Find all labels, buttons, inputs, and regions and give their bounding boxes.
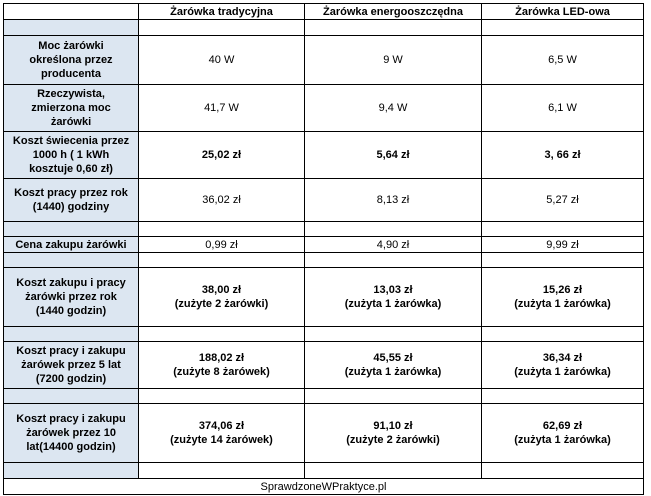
value-text: 5,27 zł <box>546 194 579 206</box>
spacer-cell <box>139 20 305 36</box>
row-label <box>4 342 139 389</box>
value-text: 8,13 zł <box>376 194 410 206</box>
value-energy-saving <box>305 404 482 463</box>
spacer-cell <box>305 389 482 404</box>
spacer-label-cell <box>4 389 139 404</box>
value-energy-saving <box>305 179 482 222</box>
value-text: 6,1 W <box>548 102 577 114</box>
spacer-cell <box>482 222 644 237</box>
value-text: 38,00 zł <box>201 284 242 296</box>
value-text: 41,7 W <box>204 102 239 114</box>
value-note: (zużyta 1 żarówka) <box>514 366 611 378</box>
spacer-label-cell <box>4 20 139 36</box>
value-led <box>482 404 644 463</box>
value-note: (zużyte 14 żarówek) <box>170 434 273 446</box>
value-note: (zużyte 2 żarówki) <box>346 434 440 446</box>
value-energy-saving <box>305 132 482 179</box>
row-label <box>4 179 139 222</box>
label-line: określona przez <box>29 54 113 66</box>
label-line: żarówki <box>50 116 92 128</box>
label-line: Koszt świecenia przez <box>12 135 130 147</box>
value-energy-saving <box>305 342 482 389</box>
row-cost-1000h <box>4 132 644 179</box>
header-led: Żarówka LED-owa <box>482 4 644 20</box>
value-text: 15,26 zł <box>542 284 583 296</box>
label-line: Koszt pracy przez rok <box>14 187 128 199</box>
label-line: żarówek przez 5 lat <box>21 359 121 371</box>
header-row <box>4 4 644 20</box>
value-text: 45,55 zł <box>373 352 413 364</box>
label-line: żarówek przez 10 <box>26 427 116 439</box>
value-text: 9,99 zł <box>546 238 579 251</box>
value-energy-saving <box>305 237 482 253</box>
label-line: Koszt pracy i zakupu <box>16 345 126 357</box>
row-label <box>4 132 139 179</box>
label-line: kosztuje 0,60 zł) <box>29 163 113 175</box>
spacer-cell <box>305 20 482 36</box>
spacer-cell <box>482 20 644 36</box>
value-text: 0,99 zł <box>205 238 238 251</box>
footer-source: SprawdzoneWPraktyce.pl <box>4 479 644 495</box>
spacer-label-cell <box>4 253 139 268</box>
value-note: (zużyte 2 żarówki) <box>174 298 269 310</box>
label-line: żarówki przez rok <box>25 291 117 303</box>
value-text: 188,02 zł <box>198 352 245 364</box>
spacer-cell <box>305 222 482 237</box>
value-text: 5,64 zł <box>376 149 410 161</box>
header-traditional: Żarówka tradycyjna <box>139 4 305 20</box>
spacer-cell <box>482 253 644 268</box>
value-traditional <box>139 268 305 327</box>
value-text: 9 W <box>383 54 403 66</box>
label-line: Koszt pracy i zakupu <box>16 413 126 425</box>
row-cost-5-years <box>4 342 644 389</box>
label-line: Cena zakupu żarówki <box>15 238 127 251</box>
value-traditional <box>139 237 305 253</box>
value-traditional <box>139 85 305 132</box>
value-led <box>482 36 644 85</box>
header-energy-saving: Żarówka energooszczędna <box>305 4 482 20</box>
label-line: Moc żarówki <box>38 40 104 52</box>
spacer-cell <box>139 463 305 479</box>
value-note: (zużyta 1 żarówka) <box>344 366 442 378</box>
spacer-cell <box>139 389 305 404</box>
spacer-cell <box>482 389 644 404</box>
row-label <box>4 85 139 132</box>
value-traditional <box>139 132 305 179</box>
value-energy-saving <box>305 36 482 85</box>
row-purchase-price <box>4 237 644 253</box>
comparison-table-wrapper <box>3 3 644 495</box>
spacer-row <box>4 253 644 268</box>
spacer-row <box>4 222 644 237</box>
value-text: 36,34 zł <box>542 352 583 364</box>
spacer-cell <box>305 253 482 268</box>
comparison-table <box>3 3 644 495</box>
spacer-cell <box>305 327 482 342</box>
value-note: (zużyta 1 żarówka) <box>344 298 442 310</box>
value-text: 25,02 zł <box>201 149 242 161</box>
spacer-label-cell <box>4 463 139 479</box>
value-energy-saving <box>305 268 482 327</box>
label-line: zmierzona moc <box>31 102 111 114</box>
value-text: 3, 66 zł <box>544 149 581 161</box>
label-line: Rzeczywista, <box>37 88 105 100</box>
value-text: 91,10 zł <box>373 420 413 432</box>
value-text: 4,90 zł <box>376 238 410 251</box>
row-label <box>4 237 139 253</box>
row-rated-power <box>4 36 644 85</box>
footer-row <box>4 479 644 495</box>
value-text: 374,06 zł <box>198 420 245 432</box>
spacer-row <box>4 327 644 342</box>
value-note: (zużyte 8 żarówek) <box>173 366 270 378</box>
value-led <box>482 268 644 327</box>
spacer-row <box>4 389 644 404</box>
value-led <box>482 237 644 253</box>
spacer-label-cell <box>4 327 139 342</box>
value-led <box>482 342 644 389</box>
label-line: (1440 godzin) <box>35 305 107 317</box>
value-traditional <box>139 36 305 85</box>
value-note: (zużyta 1 żarówka) <box>514 434 611 446</box>
row-cost-purchase-year <box>4 268 644 327</box>
value-led <box>482 85 644 132</box>
spacer-row <box>4 463 644 479</box>
spacer-cell <box>139 327 305 342</box>
value-led <box>482 132 644 179</box>
label-line: Koszt zakupu i pracy <box>16 277 126 289</box>
value-traditional <box>139 404 305 463</box>
spacer-cell <box>139 222 305 237</box>
value-traditional <box>139 342 305 389</box>
label-line: 1000 h ( 1 kWh <box>32 149 110 161</box>
value-text: 9,4 W <box>378 102 408 114</box>
value-text: 62,69 zł <box>542 420 583 432</box>
label-line: (1440) godziny <box>32 201 110 213</box>
value-led <box>482 179 644 222</box>
value-text: 13,03 zł <box>373 284 413 296</box>
value-text: 6,5 W <box>548 54 577 66</box>
spacer-row <box>4 20 644 36</box>
value-note: (zużyta 1 żarówka) <box>514 298 611 310</box>
row-cost-10-years <box>4 404 644 463</box>
header-corner <box>4 4 139 20</box>
label-line: (7200 godzin) <box>35 373 107 385</box>
spacer-cell <box>139 253 305 268</box>
row-label <box>4 404 139 463</box>
row-measured-power <box>4 85 644 132</box>
value-traditional <box>139 179 305 222</box>
value-text: 40 W <box>208 54 235 66</box>
row-label <box>4 268 139 327</box>
label-line: lat(14400 godzin) <box>26 441 116 453</box>
label-line: producenta <box>41 68 101 80</box>
value-text: 36,02 zł <box>202 194 241 206</box>
spacer-cell <box>482 463 644 479</box>
row-cost-year <box>4 179 644 222</box>
row-label <box>4 36 139 85</box>
value-energy-saving <box>305 85 482 132</box>
spacer-label-cell <box>4 222 139 237</box>
spacer-cell <box>305 463 482 479</box>
spacer-cell <box>482 327 644 342</box>
